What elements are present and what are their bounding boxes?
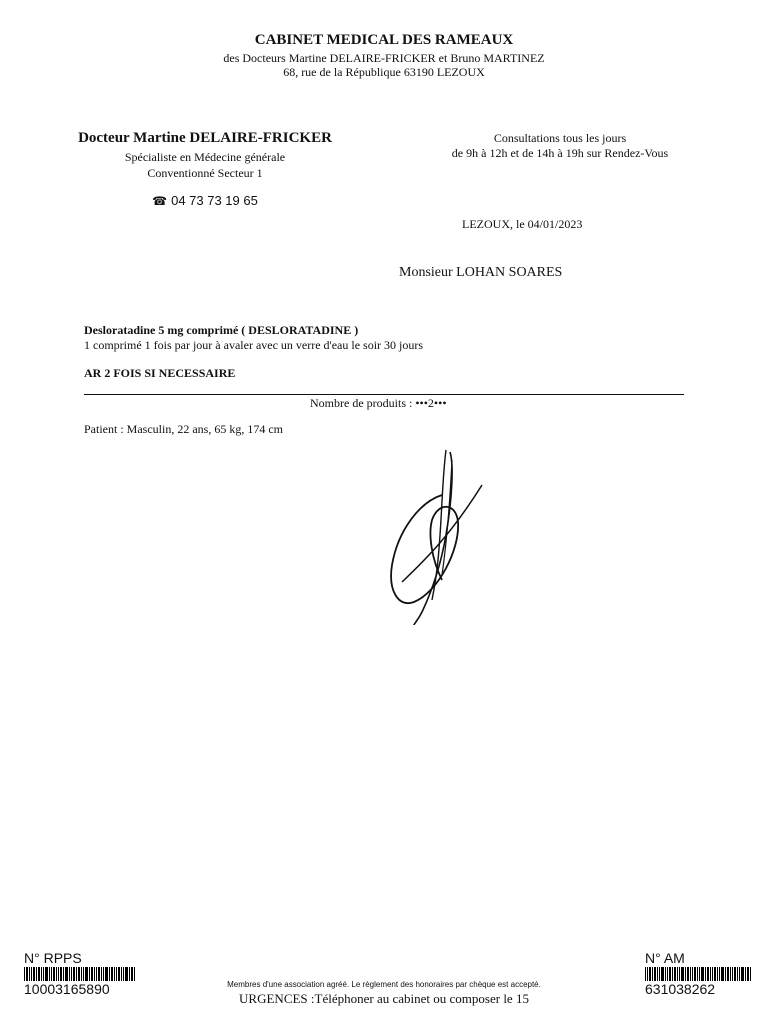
doctor-name: Docteur Martine DELAIRE-FRICKER xyxy=(78,130,332,146)
medication-instructions: 1 comprimé 1 fois par jour à avaler avec un verre d'eau le soir 30 jours xyxy=(84,338,424,352)
am-number: 631038262 xyxy=(645,981,716,997)
cabinet-address: 68, rue de la République 63190 LEZOUX xyxy=(283,65,485,79)
rpps-barcode xyxy=(24,967,136,981)
product-count: Nombre de produits : •••2••• xyxy=(310,396,447,410)
am-label: N° AM xyxy=(645,950,685,966)
cabinet-name: CABINET MEDICAL DES RAMEAUX xyxy=(254,32,514,48)
footer-association-note: Membres d'une association agréé. Le règlement des honoraires par chèque est accepté. xyxy=(227,980,541,989)
rpps-label: N° RPPS xyxy=(24,950,82,966)
medication-name: Desloratadine 5 mg comprimé ( DESLORATADINE ) xyxy=(84,323,359,337)
doctor-sector: Conventionné Secteur 1 xyxy=(147,166,263,180)
rpps-number: 10003165890 xyxy=(24,981,110,997)
doctor-phone xyxy=(50,193,360,208)
prescription-item xyxy=(84,323,423,353)
doctor-phone-number: 04 73 73 19 65 xyxy=(171,193,258,208)
doctor-block xyxy=(50,130,360,208)
date-line: LEZOUX, le 04/01/2023 xyxy=(462,217,583,231)
telephone-icon: ☎ xyxy=(152,194,168,208)
patient-name: Monsieur LOHAN SOARES xyxy=(399,265,563,280)
cabinet-doctors: des Docteurs Martine DELAIRE-FRICKER et Bruno MARTINEZ xyxy=(223,51,545,65)
consultation-line-1: Consultations tous les jours xyxy=(493,131,627,145)
am-barcode xyxy=(645,967,751,981)
footer-urgences: URGENCES :Téléphoner au cabinet ou composer le 15 xyxy=(239,991,529,1006)
doctor-specialty: Spécialiste en Médecine générale xyxy=(124,150,286,164)
consultation-hours xyxy=(415,131,705,161)
rpps-block xyxy=(24,950,136,997)
consultation-line-2: de 9h à 12h et de 14h à 19h sur Rendez-Vous xyxy=(451,146,669,160)
ar-note: AR 2 FOIS SI NECESSAIRE xyxy=(84,366,236,380)
am-block xyxy=(645,950,751,997)
patient-info: Patient : Masculin, 22 ans, 65 kg, 174 cm xyxy=(84,422,283,436)
signature xyxy=(380,440,500,630)
separator-line xyxy=(84,394,684,395)
